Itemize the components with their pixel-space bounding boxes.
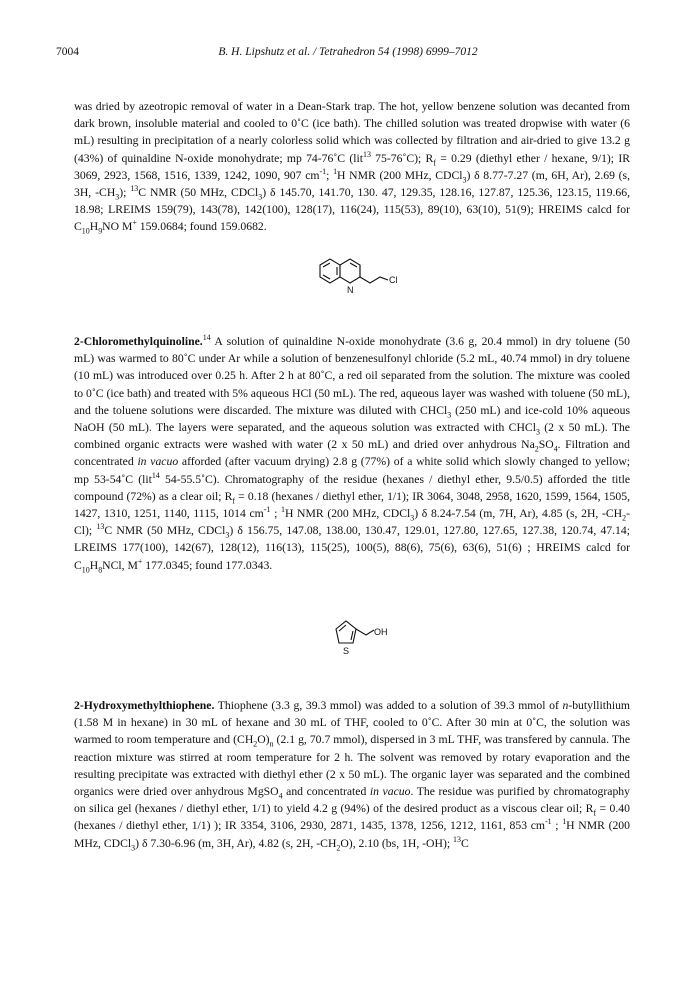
running-head [56,44,622,60]
compound-title: 2-Hydroxymethylthiophene. [74,699,215,712]
chloromethylquinoline-structure [310,250,430,300]
nitrogen-label: N [347,285,354,295]
journal-reference: B. H. Lipshutz et al. / Tetrahedron 54 (1998) 6999–7012 [218,46,478,58]
chlorine-label: Cl [389,275,398,285]
compound-title: 2-Chloromethylquinoline. [74,335,203,348]
page-number: 7004 [56,46,79,58]
pyridine-ring [340,259,360,283]
hydroxymethylthiophene-structure [328,615,398,660]
paragraph-hydroxymethylthiophene: 2-Hydroxymethylthiophene. Thiophene (3.3 g, 39.3 mmol) was added to a solution of 39.3 mmol of n-butyllithium (1.58 M in hexane) in 30 mL of hexane and 30 mL of THF, cooled to 0˚C. After 30 min at 0˚C, the solution was warmed to room temperature and $(CH_2O)_n$ (2.1 g, 70.7 mmol), dispersed in 3 mL THF, was transfered by cannula. The reaction mixture was stirred at room temperature for 2 h. The solvent was removed by rotary evaporation and the resulting precipitate was extracted with diethyl ether (2 x 50 mL). The organic layer was separated and the combined organics were dried over anhydrous MgSO$_4$ and concentrated in vacuo. The residue was purified by chromatography on silica gel (hexanes / diethyl ether, 1/1) to yield 4.2 g (94%) of the desired product as a viscous clear oil; $R_f = 0.40$ (hexanes / diethyl ether, 1/1) ); IR 3354, 3106, 2930, 2871, 1435, 1378, 1256, 1212, 1161, 853 $cm^{-1}$ ; $^1$H NMR (200 MHz, CDCl$_3$) δ 7.30-6.96 (m, 3H, Ar), 4.82 (s, 2H, $-CH_2O$), 2.10 (bs, 1H, -OH); $^{13}$C [74,699,631,852]
paragraph-quinaldine-n-oxide: was dried by azeotropic removal of water in a Dean-Stark trap. The hot, yellow benzene solution was decanted from dark brown, insoluble material and cooled to 0˚C (ice bath). The chilled solution was treated dropwise with water (6 mL) resulting in precipitation of a nearly colorless solid which was collected by filtration and air-dried to give 13.2 g (43%) of quinaldine N-oxide monohydrate; mp 74-76˚C (lit$^{13}$ 75-76˚C); $R_f = 0.29$ (diethyl ether / hexane, 9/1); IR 3069, 2923, 1568, 1516, 1339, 1242, 1090, 907 $cm^{-1}$; $^1$H NMR (200 MHz, CDCl$_3$) δ 8.77-7.27 (m, 6H, Ar), 2.69 (s, 3H, $-CH_3$); $^{13}$C NMR (50 MHz, CDCl$_3$) δ 145.70, 141.70, 130. 47, 129.35, 128.16, 127.87, 125.36, 123.15, 119.66, 18.98; LREIMS 159(79), 143(78), 142(100), 128(17), 116(24), 115(53), 89(10), 63(10), 51(9); HREIMS calcd for $C_{10}H_9NO$ M+ 159.0684; found 159.0682. [74,100,631,236]
paragraph-chloromethylquinoline: 2-Chloromethylquinoline.$^{14}$ A solution of quinaldine N-oxide monohydrate (3.6 g, 20.4 mmol) in dry toluene (50 mL) was warmed to 80˚C under Ar while a solution of benzenesulfonyl chloride (5.2 mL, 40.74 mmol) in dry toluene (10 mL) was introduced over 0.25 h. After 2 h at 80˚C, a red oil separated from the solution. The mixture was cooled to 0˚C (ice bath) and treated with 5% aqueous HCl (50 mL). The red, aqueous layer was washed with toluene (50 mL), and the toluene solutions were discarded. The mixture was diluted with CHCl$_3$ (250 mL) and ice-cold 10% aqueous NaOH (50 mL). The layers were separated, and the aqueous solution was extracted with CHCl$_3$ (2 x 50 mL). The combined organic extracts were washed with water (2 x 50 mL) and dried over anhydrous $Na_2SO_4$. Filtration and concentrated in vacuo afforded (after vacuum drying) 2.8 g (77%) of a white solid which slowly changed to yellow; mp 53-54˚C (lit$^{14}$ 54-55.5˚C). Chromatography of the residue (hexanes / diethyl ether, 9.5/0.5) afforded the title compound (72%) as a clear oil; $R_f = 0.18$ (hexanes / diethyl ether, 1/1); IR 3064, 3048, 2958, 1620, 1599, 1564, 1505, 1427, 1310, 1251, 1140, 1115, 1014 $cm^{-1}$ ; $^1$H NMR (200 MHz, CDCl$_3$) δ 8.24-7.54 (m, 7H, Ar), 4.85 (s, 2H, $-CH_2-Cl$); $^{13}$C NMR (50 MHz, CDCl$_3$) δ 156.75, 147.08, 138.00, 130.47, 129.01, 127.80, 127.65, 127.38, 120.74, 47.14; LREIMS 177(100), 142(67), 128(12), 116(13), 115(25), 100(5), 88(6), 75(6), 63(6), 51(6) ; HREIMS calcd for $C_{10}H_8NCl$, M+ 177.0345; found 177.0343. [74,333,631,574]
hydroxymethyl-chain [356,629,374,635]
hydroxyl-label: OH [374,627,388,637]
sulfur-label: S [343,646,350,656]
chloromethyl-chain [360,277,388,283]
